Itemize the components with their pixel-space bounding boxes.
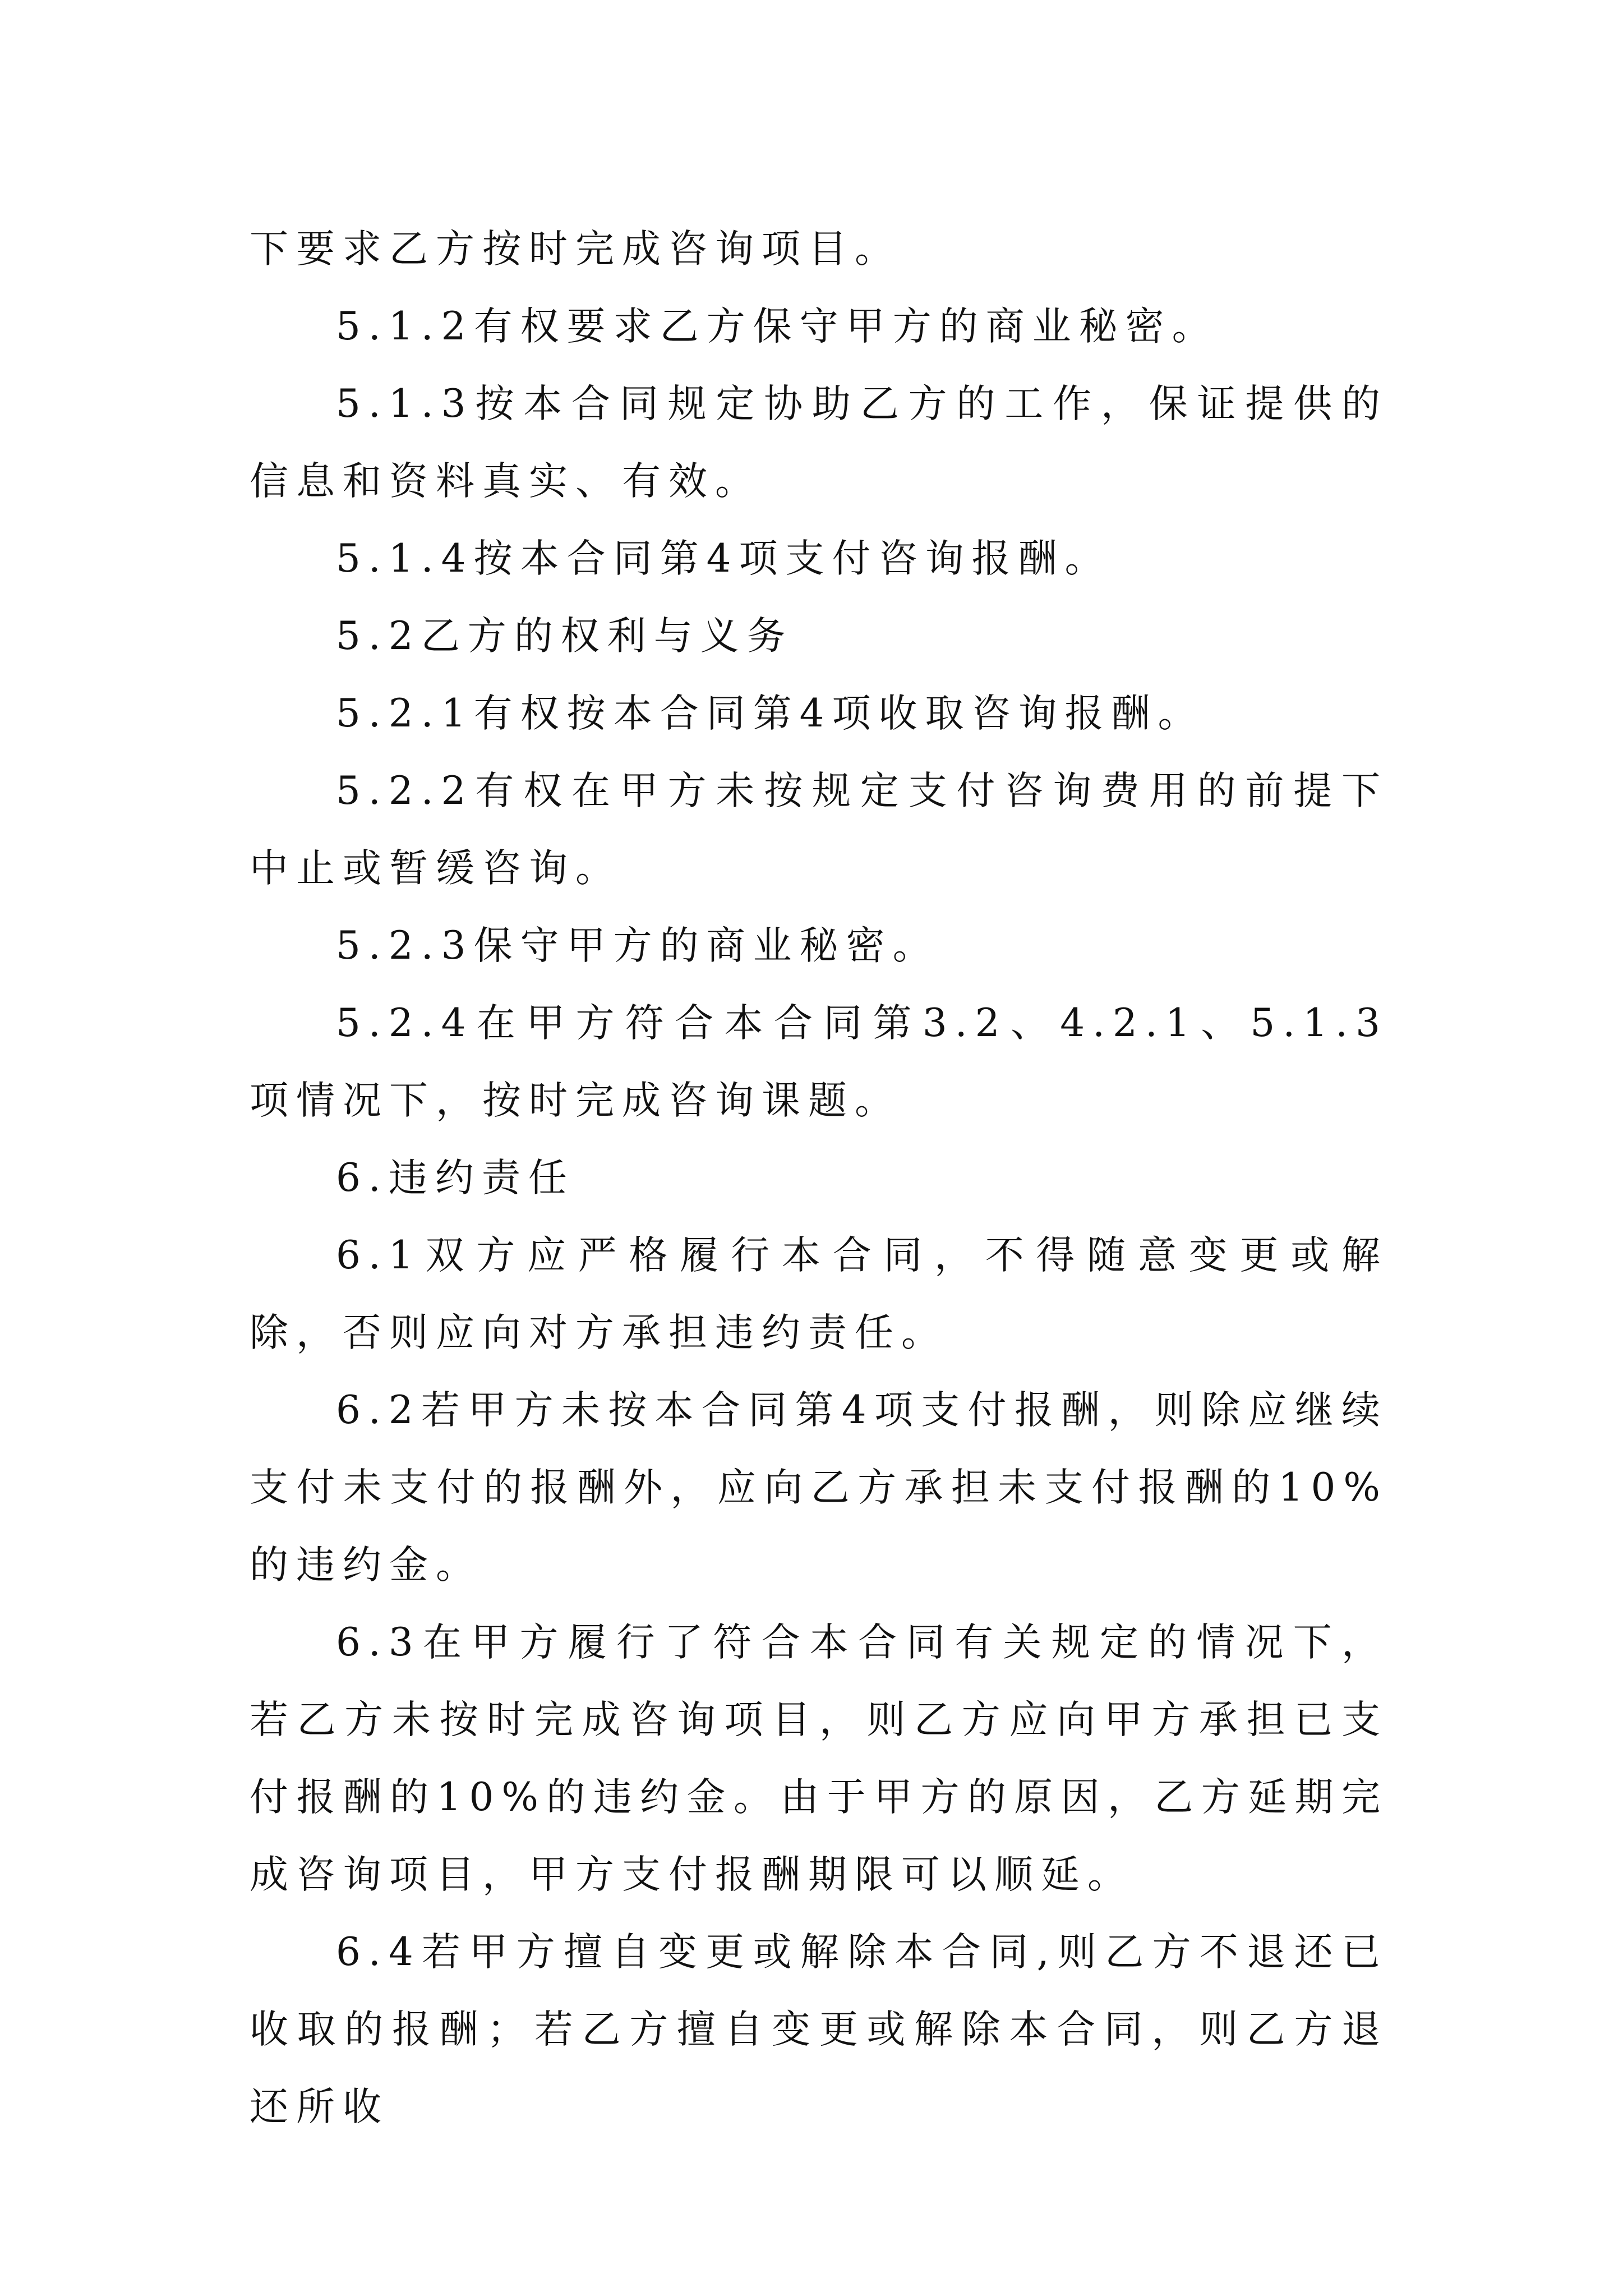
paragraph-6-4: 6.4若甲方擅自变更或解除本合同,则乙方不退还已收取的报酬；若乙方擅自变更或解除本合同，则乙方退还所收 <box>250 1930 1388 2129</box>
paragraph-5-2-2: 5.2.2有权在甲方未按规定支付咨询费用的前提下中止或暂缓咨询。 <box>250 769 1388 891</box>
paragraph-5-2-4: 5.2.4在甲方符合本合同第3.2、4.2.1、5.1.3项情况下，按时完成咨询课题。 <box>250 1001 1388 1123</box>
paragraph-5-1-4: 5.1.4按本合同第4项支付咨询报酬。 <box>336 536 1112 581</box>
paragraph-5-2-3: 5.2.3保守甲方的商业秘密。 <box>336 923 939 968</box>
section-heading-6: 6.违约责任 <box>336 1156 575 1200</box>
document-body <box>250 210 1388 2146</box>
paragraph-5-1-3: 5.1.3按本合同规定协助乙方的工作，保证提供的信息和资料真实、有效。 <box>250 381 1388 504</box>
paragraph-5-1-2: 5.1.2有权要求乙方保守甲方的商业秘密。 <box>336 304 1219 349</box>
section-heading-5-2: 5.2乙方的权利与义务 <box>336 614 794 659</box>
paragraph-6-1: 6.1双方应严格履行本合同，不得随意变更或解除，否则应向对方承担违约责任。 <box>250 1233 1388 1355</box>
paragraph-5-2-1: 5.2.1有权按本合同第4项收取咨询报酬。 <box>336 691 1205 736</box>
paragraph-6-2: 6.2若甲方未按本合同第4项支付报酬，则除应继续支付未支付的报酬外，应向乙方承担未支付报酬的10%的违约金。 <box>250 1388 1388 1588</box>
paragraph-6-3: 6.3在甲方履行了符合本合同有关规定的情况下，若乙方未按时完成咨询项目，则乙方应向甲方承担已支付报酬的10%的违约金。由于甲方的原因，乙方延期完成咨询项目，甲方支付报酬期限可以顺延。 <box>250 1620 1388 1897</box>
paragraph-continuation: 下要求乙方按时完成咨询项目。 <box>250 227 901 272</box>
